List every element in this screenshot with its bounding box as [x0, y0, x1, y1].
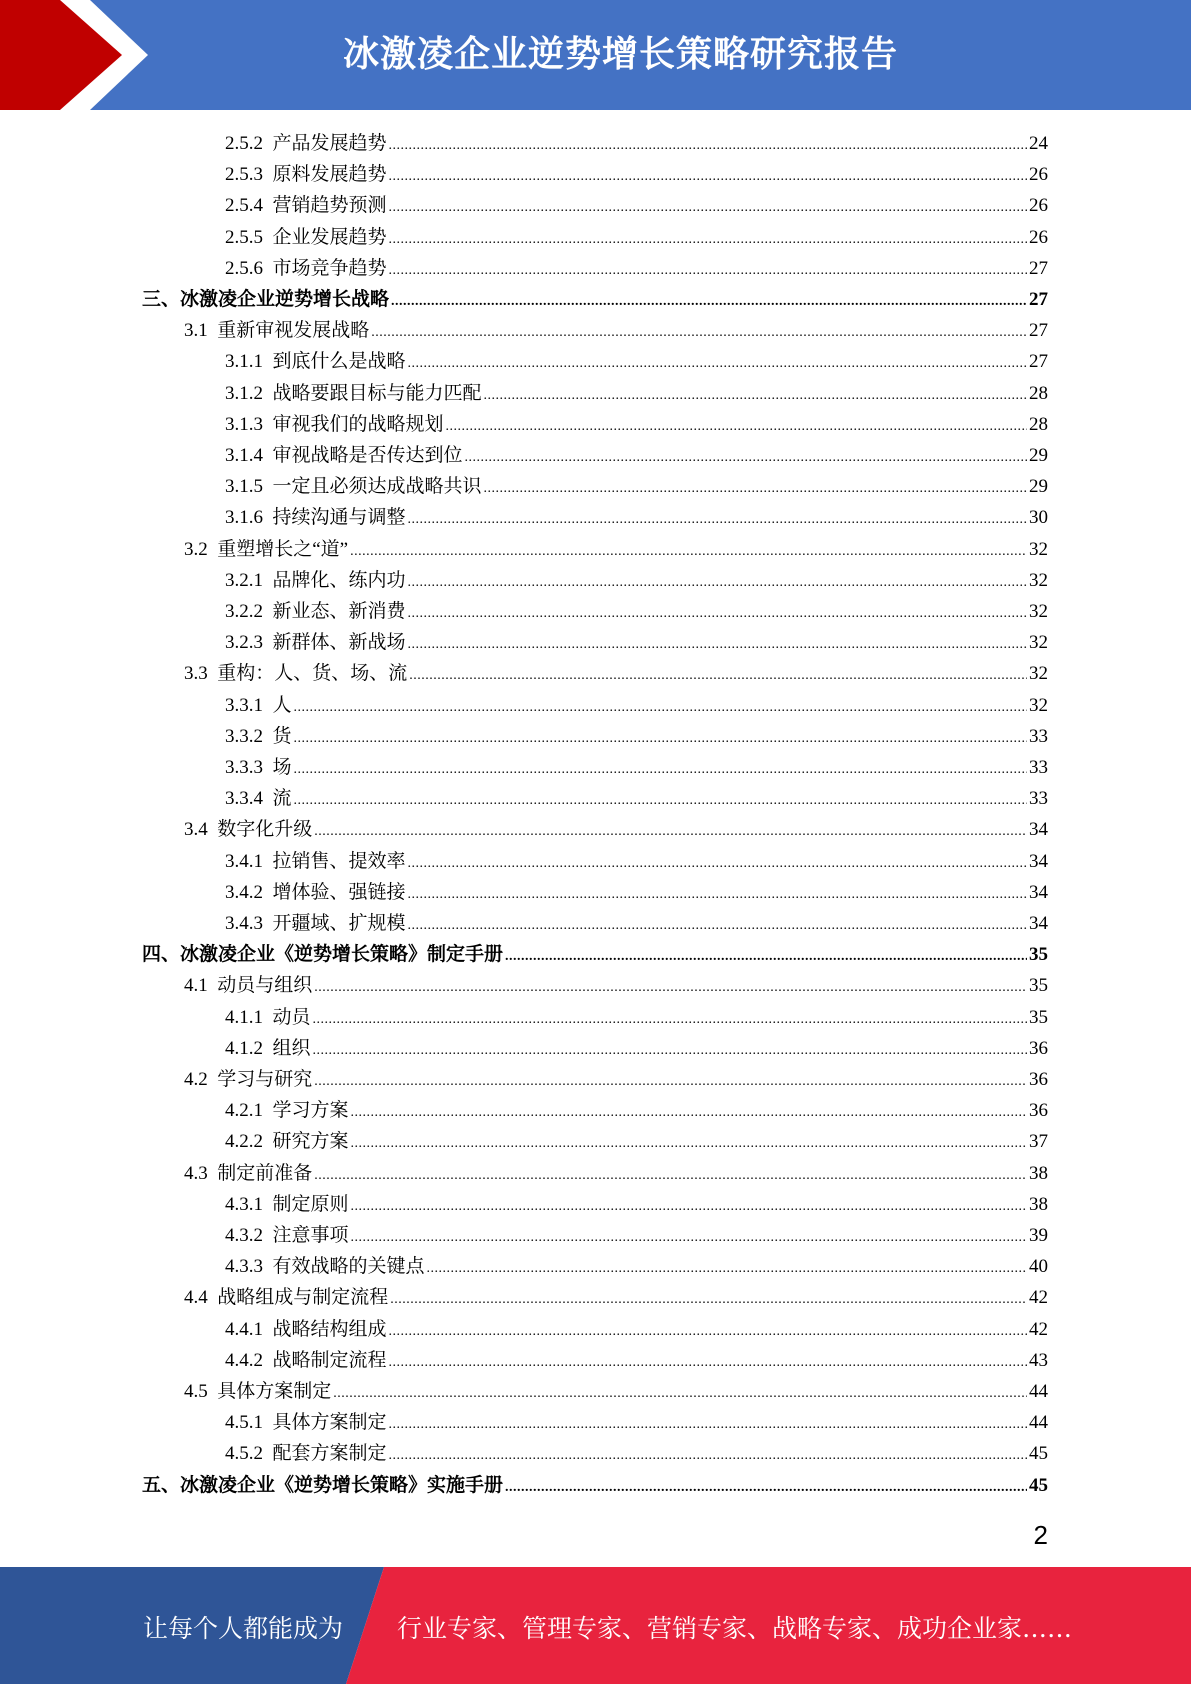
toc-entry-title: 战略制定流程 — [272, 1349, 387, 1371]
toc-entry-number: 3.1.2 — [225, 382, 263, 404]
toc-entry-page: 33 — [1029, 788, 1048, 810]
toc-entry[interactable] — [142, 284, 1048, 315]
toc-entry-number: 4.5.2 — [225, 1443, 263, 1465]
toc-entry-number: 3.4.2 — [225, 881, 263, 903]
toc-dot-leader — [408, 910, 1027, 941]
toc-entry[interactable] — [225, 378, 1048, 409]
toc-entry-title: 组织 — [272, 1037, 311, 1059]
toc-entry-title: 战略组成与制定流程 — [217, 1287, 389, 1309]
toc-dot-leader — [314, 1160, 1027, 1191]
toc-entry-number: 3.2.1 — [225, 569, 263, 591]
toc-entry-page: 35 — [1029, 944, 1048, 966]
toc-entry[interactable] — [184, 1376, 1048, 1407]
toc-dot-leader — [350, 536, 1027, 567]
toc-entry-page: 32 — [1029, 601, 1048, 622]
toc-entry-number: 2.5.2 — [225, 133, 263, 154]
toc-dot-leader — [314, 816, 1027, 847]
toc-entry-page: 33 — [1029, 725, 1048, 747]
toc-entry-page: 33 — [1029, 757, 1048, 778]
toc-entry[interactable] — [184, 658, 1048, 689]
toc-entry-page: 29 — [1029, 445, 1048, 466]
toc-entry-number: 4.3.1 — [225, 1193, 263, 1215]
toc-entry-title: 审视战略是否传达到位 — [272, 445, 463, 466]
toc-dot-leader — [389, 1316, 1027, 1347]
toc-entry-number: 4.5.1 — [225, 1412, 263, 1434]
toc-entry-number: 3.3 — [184, 663, 208, 685]
toc-dot-leader — [408, 567, 1027, 598]
toc-entry-number: 3.1.3 — [225, 413, 263, 435]
toc-dot-leader — [390, 1284, 1027, 1315]
toc-entry-number: 2.5.4 — [225, 195, 263, 217]
toc-entry[interactable] — [225, 1220, 1048, 1251]
toc-entry-number: 4.3.2 — [225, 1225, 263, 1246]
toc-entry-title: 市场竞争趋势 — [272, 257, 387, 279]
toc-entry[interactable] — [225, 1438, 1048, 1469]
toc-entry-page: 27 — [1029, 320, 1048, 342]
toc-entry-number: 2.5.6 — [225, 257, 263, 279]
toc-entry[interactable] — [225, 1407, 1048, 1438]
toc-entry-page: 37 — [1029, 1131, 1048, 1153]
toc-entry-title: 动员 — [272, 1006, 311, 1028]
toc-dot-leader — [446, 411, 1027, 442]
toc-entry-title: 战略结构组成 — [272, 1318, 387, 1340]
toc-entry-page: 36 — [1029, 1037, 1048, 1059]
toc-entry-page: 26 — [1029, 164, 1048, 186]
toc-entry-page: 42 — [1029, 1318, 1048, 1340]
toc-entry-title: 三、冰激凌企业逆势增长战略 — [142, 289, 390, 310]
toc-entry-page: 27 — [1029, 289, 1048, 310]
toc-entry-title: 人 — [272, 694, 292, 716]
toc-entry-title: 产品发展趋势 — [272, 133, 387, 154]
toc-entry-number: 3.1.4 — [225, 445, 263, 466]
toc-entry-page: 35 — [1029, 1006, 1048, 1028]
toc-entry-title: 审视我们的战略规划 — [272, 413, 444, 435]
toc-entry[interactable] — [225, 440, 1048, 471]
toc-dot-leader — [389, 1347, 1027, 1378]
toc-entry[interactable] — [225, 409, 1048, 440]
toc-dot-leader — [351, 1097, 1027, 1128]
toc-entry-title: 配套方案制定 — [272, 1443, 387, 1465]
toc-entry-number: 2.5.5 — [225, 226, 263, 248]
toc-entry[interactable] — [225, 1189, 1048, 1220]
toc-entry-page: 34 — [1029, 881, 1048, 903]
toc-entry-page: 44 — [1029, 1412, 1048, 1434]
page-number: 2 — [1033, 1520, 1048, 1550]
toc-entry[interactable] — [184, 315, 1048, 346]
toc-entry[interactable] — [184, 1158, 1048, 1189]
toc-entry-title: 战略要跟目标与能力匹配 — [272, 382, 482, 404]
report-title: 冰激凌企业逆势增长策略研究报告 — [342, 34, 898, 75]
toc-entry-number: 4.2.1 — [225, 1100, 263, 1122]
toc-entry-number: 4.2 — [184, 1069, 208, 1090]
toc-entry-number: 3.2 — [184, 538, 208, 560]
toc-entry[interactable] — [142, 1470, 1048, 1501]
toc-dot-leader — [408, 598, 1027, 629]
toc-entry-title: 注意事项 — [272, 1225, 349, 1246]
toc-entry-title: 新群体、新战场 — [272, 632, 406, 654]
toc-entry-number: 3.4.1 — [225, 850, 263, 872]
toc-entry[interactable] — [225, 1314, 1048, 1345]
toc-entry-number: 4.3 — [184, 1162, 208, 1184]
toc-entry-page: 34 — [1029, 850, 1048, 872]
toc-entry-title: 动员与组织 — [217, 975, 313, 997]
toc-entry-page: 34 — [1029, 819, 1048, 841]
toc-dot-leader — [294, 692, 1027, 723]
toc-entry-title: 货 — [272, 725, 292, 747]
toc-entry[interactable] — [225, 190, 1048, 221]
toc-dot-leader — [294, 754, 1027, 785]
toc-entry-page: 38 — [1029, 1162, 1048, 1184]
toc-dot-leader — [389, 224, 1027, 255]
toc-entry-number: 3.2.2 — [225, 601, 263, 622]
toc-entry-title: 增体验、强链接 — [272, 881, 406, 903]
toc-entry-title: 开疆域、扩规模 — [272, 913, 406, 934]
toc-entry[interactable] — [225, 1345, 1048, 1376]
toc-dot-leader — [351, 1128, 1027, 1159]
toc-entry-title: 原料发展趋势 — [272, 164, 387, 186]
toc-entry-page: 34 — [1029, 913, 1048, 934]
toc-dot-leader — [505, 941, 1027, 972]
toc-entry[interactable] — [225, 471, 1048, 502]
toc-entry[interactable] — [142, 939, 1048, 970]
page-header — [0, 0, 1191, 110]
toc-dot-leader — [314, 1066, 1027, 1097]
toc-dot-leader — [484, 380, 1027, 411]
toc-dot-leader — [333, 1378, 1027, 1409]
toc-entry-title: 场 — [272, 757, 292, 778]
toc-entry-number: 3.2.3 — [225, 632, 263, 654]
toc-entry-number: 4.1.1 — [225, 1006, 263, 1028]
toc-entry[interactable] — [225, 627, 1048, 658]
toc-entry-title: 品牌化、练内功 — [272, 569, 406, 591]
toc-entry-page: 32 — [1029, 632, 1048, 654]
toc-entry[interactable] — [225, 1251, 1048, 1282]
toc-entry[interactable] — [225, 752, 1048, 783]
toc-entry-title: 具体方案制定 — [217, 1381, 332, 1402]
toc-entry-title: 有效战略的关键点 — [272, 1256, 425, 1278]
toc-entry-number: 4.1 — [184, 975, 208, 997]
toc-dot-leader — [313, 1004, 1027, 1035]
toc-entry-page: 28 — [1029, 413, 1048, 435]
toc-entry-title: 流 — [272, 788, 292, 810]
toc-entry-page: 27 — [1029, 257, 1048, 279]
toc-entry-title: 到底什么是战略 — [272, 351, 406, 373]
toc-entry[interactable] — [184, 1282, 1048, 1313]
toc-entry-page: 44 — [1029, 1381, 1048, 1402]
toc-dot-leader — [391, 286, 1027, 317]
toc-dot-leader — [389, 1409, 1027, 1440]
toc-entry[interactable] — [225, 783, 1048, 814]
toc-entry-page: 26 — [1029, 226, 1048, 248]
toc-entry-title: 四、冰激凌企业《逆势增长策略》制定手册 — [142, 944, 504, 966]
toc-entry[interactable] — [225, 1033, 1048, 1064]
toc-entry[interactable] — [184, 814, 1048, 845]
toc-entry-number: 4.5 — [184, 1381, 208, 1402]
toc-entry[interactable] — [225, 877, 1048, 908]
toc-dot-leader — [409, 660, 1027, 691]
toc-entry-number: 3.4.3 — [225, 913, 263, 934]
toc-dot-leader — [314, 972, 1027, 1003]
toc-entry-page: 38 — [1029, 1193, 1048, 1215]
toc-entry-number: 3.1 — [184, 320, 208, 342]
toc-entry-title: 数字化升级 — [217, 819, 313, 841]
toc-entry-title: 一定且必须达成战略共识 — [272, 476, 482, 498]
toc-entry-number: 3.3.3 — [225, 757, 263, 778]
toc-entry-page: 32 — [1029, 569, 1048, 591]
toc-entry-page: 24 — [1029, 133, 1048, 154]
toc-entry-page: 45 — [1029, 1474, 1048, 1496]
toc-entry-page: 39 — [1029, 1225, 1048, 1246]
toc-entry-page: 43 — [1029, 1349, 1048, 1371]
toc-entry-number: 3.1.1 — [225, 351, 263, 373]
toc-entry-title: 持续沟通与调整 — [272, 507, 406, 529]
toc-entry[interactable] — [184, 1064, 1048, 1095]
toc-entry-page: 32 — [1029, 694, 1048, 716]
toc-dot-leader — [465, 442, 1027, 473]
toc-dot-leader — [389, 255, 1027, 286]
toc-entry-title: 新业态、新消费 — [272, 601, 406, 622]
toc-dot-leader — [408, 629, 1027, 660]
toc-entry-title: 拉销售、提效率 — [272, 850, 406, 872]
toc-entry[interactable] — [184, 534, 1048, 565]
toc-entry-title: 制定原则 — [272, 1193, 349, 1215]
toc-entry-number: 3.3.4 — [225, 788, 263, 810]
toc-entry-page: 40 — [1029, 1256, 1048, 1278]
toc-dot-leader — [351, 1191, 1027, 1222]
toc-entry-title: 制定前准备 — [217, 1162, 313, 1184]
footer-slogan-right: 行业专家、管理专家、营销专家、战略专家、成功企业家…… — [397, 1614, 1073, 1643]
toc-entry[interactable] — [225, 1002, 1048, 1033]
toc-entry[interactable] — [225, 253, 1048, 284]
toc-dot-leader — [484, 473, 1027, 504]
toc-entry-title: 重构：人、货、场、流 — [217, 663, 408, 685]
toc-entry-page: 27 — [1029, 351, 1048, 373]
toc-entry[interactable] — [225, 565, 1048, 596]
toc-entry-title: 学习方案 — [272, 1100, 349, 1122]
toc-entry-number: 4.2.2 — [225, 1131, 263, 1153]
toc-entry-title: 重塑增长之“道” — [217, 538, 349, 560]
toc-entry-title: 具体方案制定 — [272, 1412, 387, 1434]
toc-entry[interactable] — [225, 346, 1048, 377]
toc-entry-number: 4.4 — [184, 1287, 208, 1309]
page-footer — [0, 1567, 1191, 1684]
toc-entry-page: 29 — [1029, 476, 1048, 498]
toc-entry-number: 4.3.3 — [225, 1256, 263, 1278]
toc-dot-leader — [294, 785, 1027, 816]
toc-entry-page: 26 — [1029, 195, 1048, 217]
toc-dot-leader — [371, 317, 1027, 348]
toc-entry-page: 32 — [1029, 663, 1048, 685]
footer-slogan-left: 让每个人都能成为 — [143, 1614, 344, 1643]
toc-dot-leader — [389, 192, 1027, 223]
toc-entry-title: 企业发展趋势 — [272, 226, 387, 248]
toc-entry-number: 4.4.2 — [225, 1349, 263, 1371]
toc-entry-page: 36 — [1029, 1069, 1048, 1090]
toc-dot-leader — [505, 1472, 1027, 1503]
toc-entry-number: 3.1.5 — [225, 476, 263, 498]
toc-entry[interactable] — [225, 128, 1048, 159]
toc-entry-number: 3.3.1 — [225, 694, 263, 716]
toc-entry-title: 研究方案 — [272, 1131, 349, 1153]
toc-entry-page: 42 — [1029, 1287, 1048, 1309]
toc-entry-title: 五、冰激凌企业《逆势增长策略》实施手册 — [142, 1474, 504, 1496]
toc-dot-leader — [351, 1222, 1027, 1253]
toc-entry[interactable] — [225, 596, 1048, 627]
toc-entry[interactable] — [225, 222, 1048, 253]
toc-dot-leader — [389, 1440, 1027, 1471]
toc-dot-leader — [427, 1253, 1027, 1284]
toc-entry-number: 3.3.2 — [225, 725, 263, 747]
toc-entry[interactable] — [225, 908, 1048, 939]
toc-dot-leader — [313, 1035, 1027, 1066]
toc-entry-number: 3.4 — [184, 819, 208, 841]
toc-entry[interactable] — [225, 846, 1048, 877]
toc-dot-leader — [408, 879, 1027, 910]
toc-entry[interactable] — [225, 159, 1048, 190]
toc-entry-title: 学习与研究 — [217, 1069, 313, 1090]
toc-dot-leader — [294, 723, 1027, 754]
toc-dot-leader — [408, 348, 1027, 379]
toc-entry-page: 32 — [1029, 538, 1048, 560]
toc-entry[interactable] — [225, 1095, 1048, 1126]
toc-dot-leader — [389, 161, 1027, 192]
toc-entry[interactable] — [225, 690, 1048, 721]
toc-dot-leader — [389, 130, 1027, 161]
toc-entry[interactable] — [184, 970, 1048, 1001]
toc-entry-page: 35 — [1029, 975, 1048, 997]
toc-entry-title: 重新审视发展战略 — [217, 320, 370, 342]
toc-entry-number: 4.1.2 — [225, 1037, 263, 1059]
toc-entry-page: 30 — [1029, 507, 1048, 529]
toc-entry-number: 2.5.3 — [225, 164, 263, 186]
toc-entry[interactable] — [225, 721, 1048, 752]
toc-entry-number: 4.4.1 — [225, 1318, 263, 1340]
toc-entry-page: 45 — [1029, 1443, 1048, 1465]
toc-dot-leader — [408, 504, 1027, 535]
toc-entry-number: 3.1.6 — [225, 507, 263, 529]
toc-dot-leader — [408, 848, 1027, 879]
toc-entry-page: 28 — [1029, 382, 1048, 404]
toc-entry-page: 36 — [1029, 1100, 1048, 1122]
toc-entry[interactable] — [225, 1126, 1048, 1157]
toc-entry-title: 营销趋势预测 — [272, 195, 387, 217]
toc-entry[interactable] — [225, 502, 1048, 533]
